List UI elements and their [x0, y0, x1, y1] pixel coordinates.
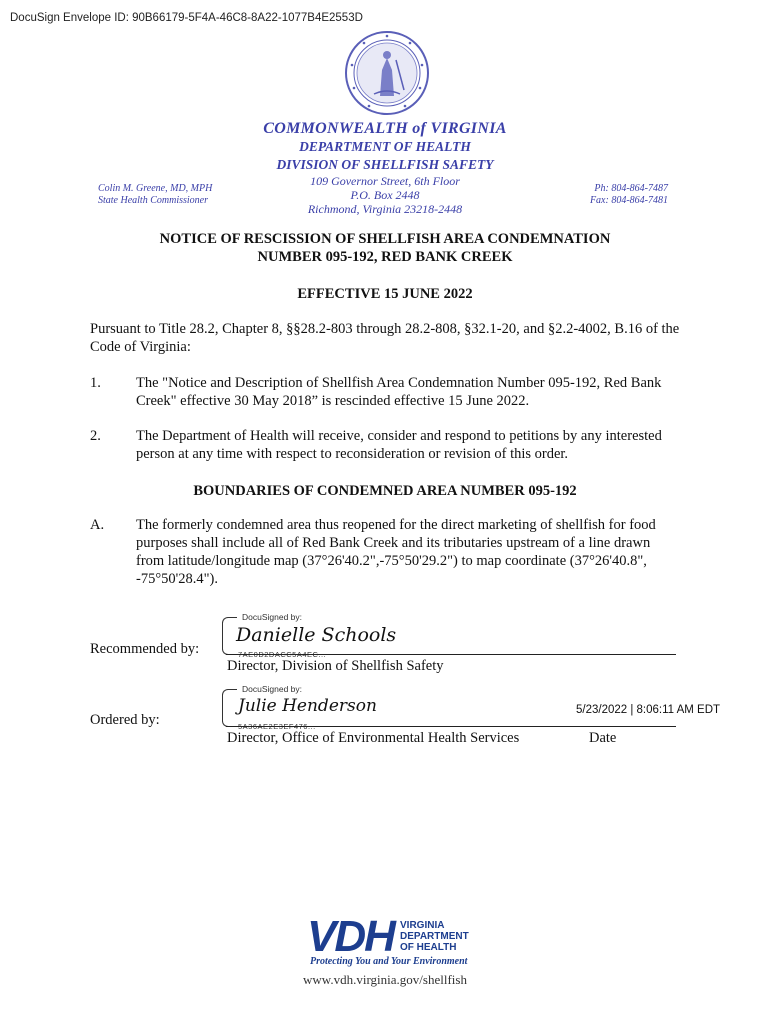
address-line-1: 109 Governor Street, 6th Floor	[310, 174, 460, 188]
notice-title-line-2: NUMBER 095-192, RED BANK CREEK	[257, 249, 513, 265]
ordered-title: Director, Office of Environmental Health Services	[227, 730, 520, 746]
item-text: The "Notice and Description of Shellfish Area Condemnation Number 095-192, Red Bank Creek" effective 30 May 2018” is rescinded effective 15 June 2022.	[136, 375, 662, 409]
letterhead-division: DIVISION OF SHELLFISH SAFETY	[276, 157, 494, 172]
contact-block	[590, 183, 668, 207]
commissioner-title: State Health Commissioner	[98, 195, 208, 206]
vdh-dept-line: DEPARTMENT	[400, 931, 469, 942]
recommended-title: Director, Division of Shellfish Safety	[227, 658, 444, 674]
docusigned-label: DocuSigned by:	[242, 612, 303, 622]
envelope-id: DocuSign Envelope ID: 90B66179-5F4A-46C8-8A22-1077B4E2553D	[10, 12, 363, 24]
signature-timestamp: 5/23/2022 | 8:06:11 AM EDT	[576, 704, 721, 716]
commissioner-name: Colin M. Greene, MD, MPH	[98, 183, 213, 194]
item-text: The Department of Health will receive, consider and respond to petitions by any interested person at any time with respect to reconsideration or revision of this order.	[136, 428, 662, 462]
docusign-bracket	[222, 689, 237, 727]
effective-date-heading: EFFECTIVE 15 JUNE 2022	[297, 286, 473, 302]
intro-paragraph: Pursuant to Title 28.2, Chapter 8, §§28.2-803 through 28.2-808, §32.1-20, and §2.2-4002, B.16 of the Code of Virginia:	[90, 321, 680, 355]
letterhead-department: DEPARTMENT OF HEALTH	[299, 139, 471, 154]
commissioner-block	[98, 183, 212, 207]
docusigned-label: DocuSigned by:	[242, 684, 303, 694]
signature-hash: 5A36AE2E3EF476...	[238, 722, 316, 731]
vdh-logo: VDH	[307, 912, 394, 961]
item-number: 2.	[90, 428, 101, 444]
fax-number: Fax: 804-864-7481	[589, 195, 668, 206]
signature-line	[226, 726, 676, 727]
recommended-signature: Danielle Schools	[236, 624, 397, 646]
boundaries-heading: BOUNDARIES OF CONDEMNED AREA NUMBER 095-192	[193, 483, 577, 499]
footer-url: www.vdh.virginia.gov/shellfish	[303, 972, 467, 987]
vdh-tagline: Protecting You and Your Environment	[310, 956, 468, 967]
item-number: 1.	[90, 375, 101, 391]
vdh-dept-line: VIRGINIA	[400, 920, 445, 931]
notice-title-line-1: NOTICE OF RESCISSION OF SHELLFISH AREA CONDEMNATION	[159, 231, 611, 247]
boundary-item-letter: A.	[90, 517, 105, 533]
recommended-by-label: Recommended by:	[90, 641, 200, 657]
ordered-by-label: Ordered by:	[90, 712, 160, 728]
date-label: Date	[589, 730, 617, 746]
phone-number: Ph: 804-864-7487	[594, 183, 668, 194]
ordered-signature: Julie Henderson	[238, 696, 377, 716]
vdh-department-name	[400, 920, 469, 953]
letterhead-commonwealth: COMMONWEALTH of VIRGINIA	[263, 120, 507, 137]
address-line-3: Richmond, Virginia 23218-2448	[307, 202, 463, 216]
docusign-bracket	[222, 617, 237, 655]
signature-hash: 7AE0D2DACC5A4EC...	[238, 650, 327, 659]
address-line-2: P.O. Box 2448	[350, 188, 420, 202]
vdh-dept-line: OF HEALTH	[400, 942, 457, 953]
boundary-item-text: The formerly condemned area thus reopened for the direct marketing of shellfish for food purposes shall include all of Red Bank Creek and its tributaries upstream of a line drawn from latitude/longitude map (37°26'40.2",-75°50'29.2") to map coordinate (37°26'40.8", -75°50'28.4").	[136, 517, 656, 587]
virginia-seal-icon	[344, 30, 430, 116]
signature-line	[226, 654, 676, 655]
